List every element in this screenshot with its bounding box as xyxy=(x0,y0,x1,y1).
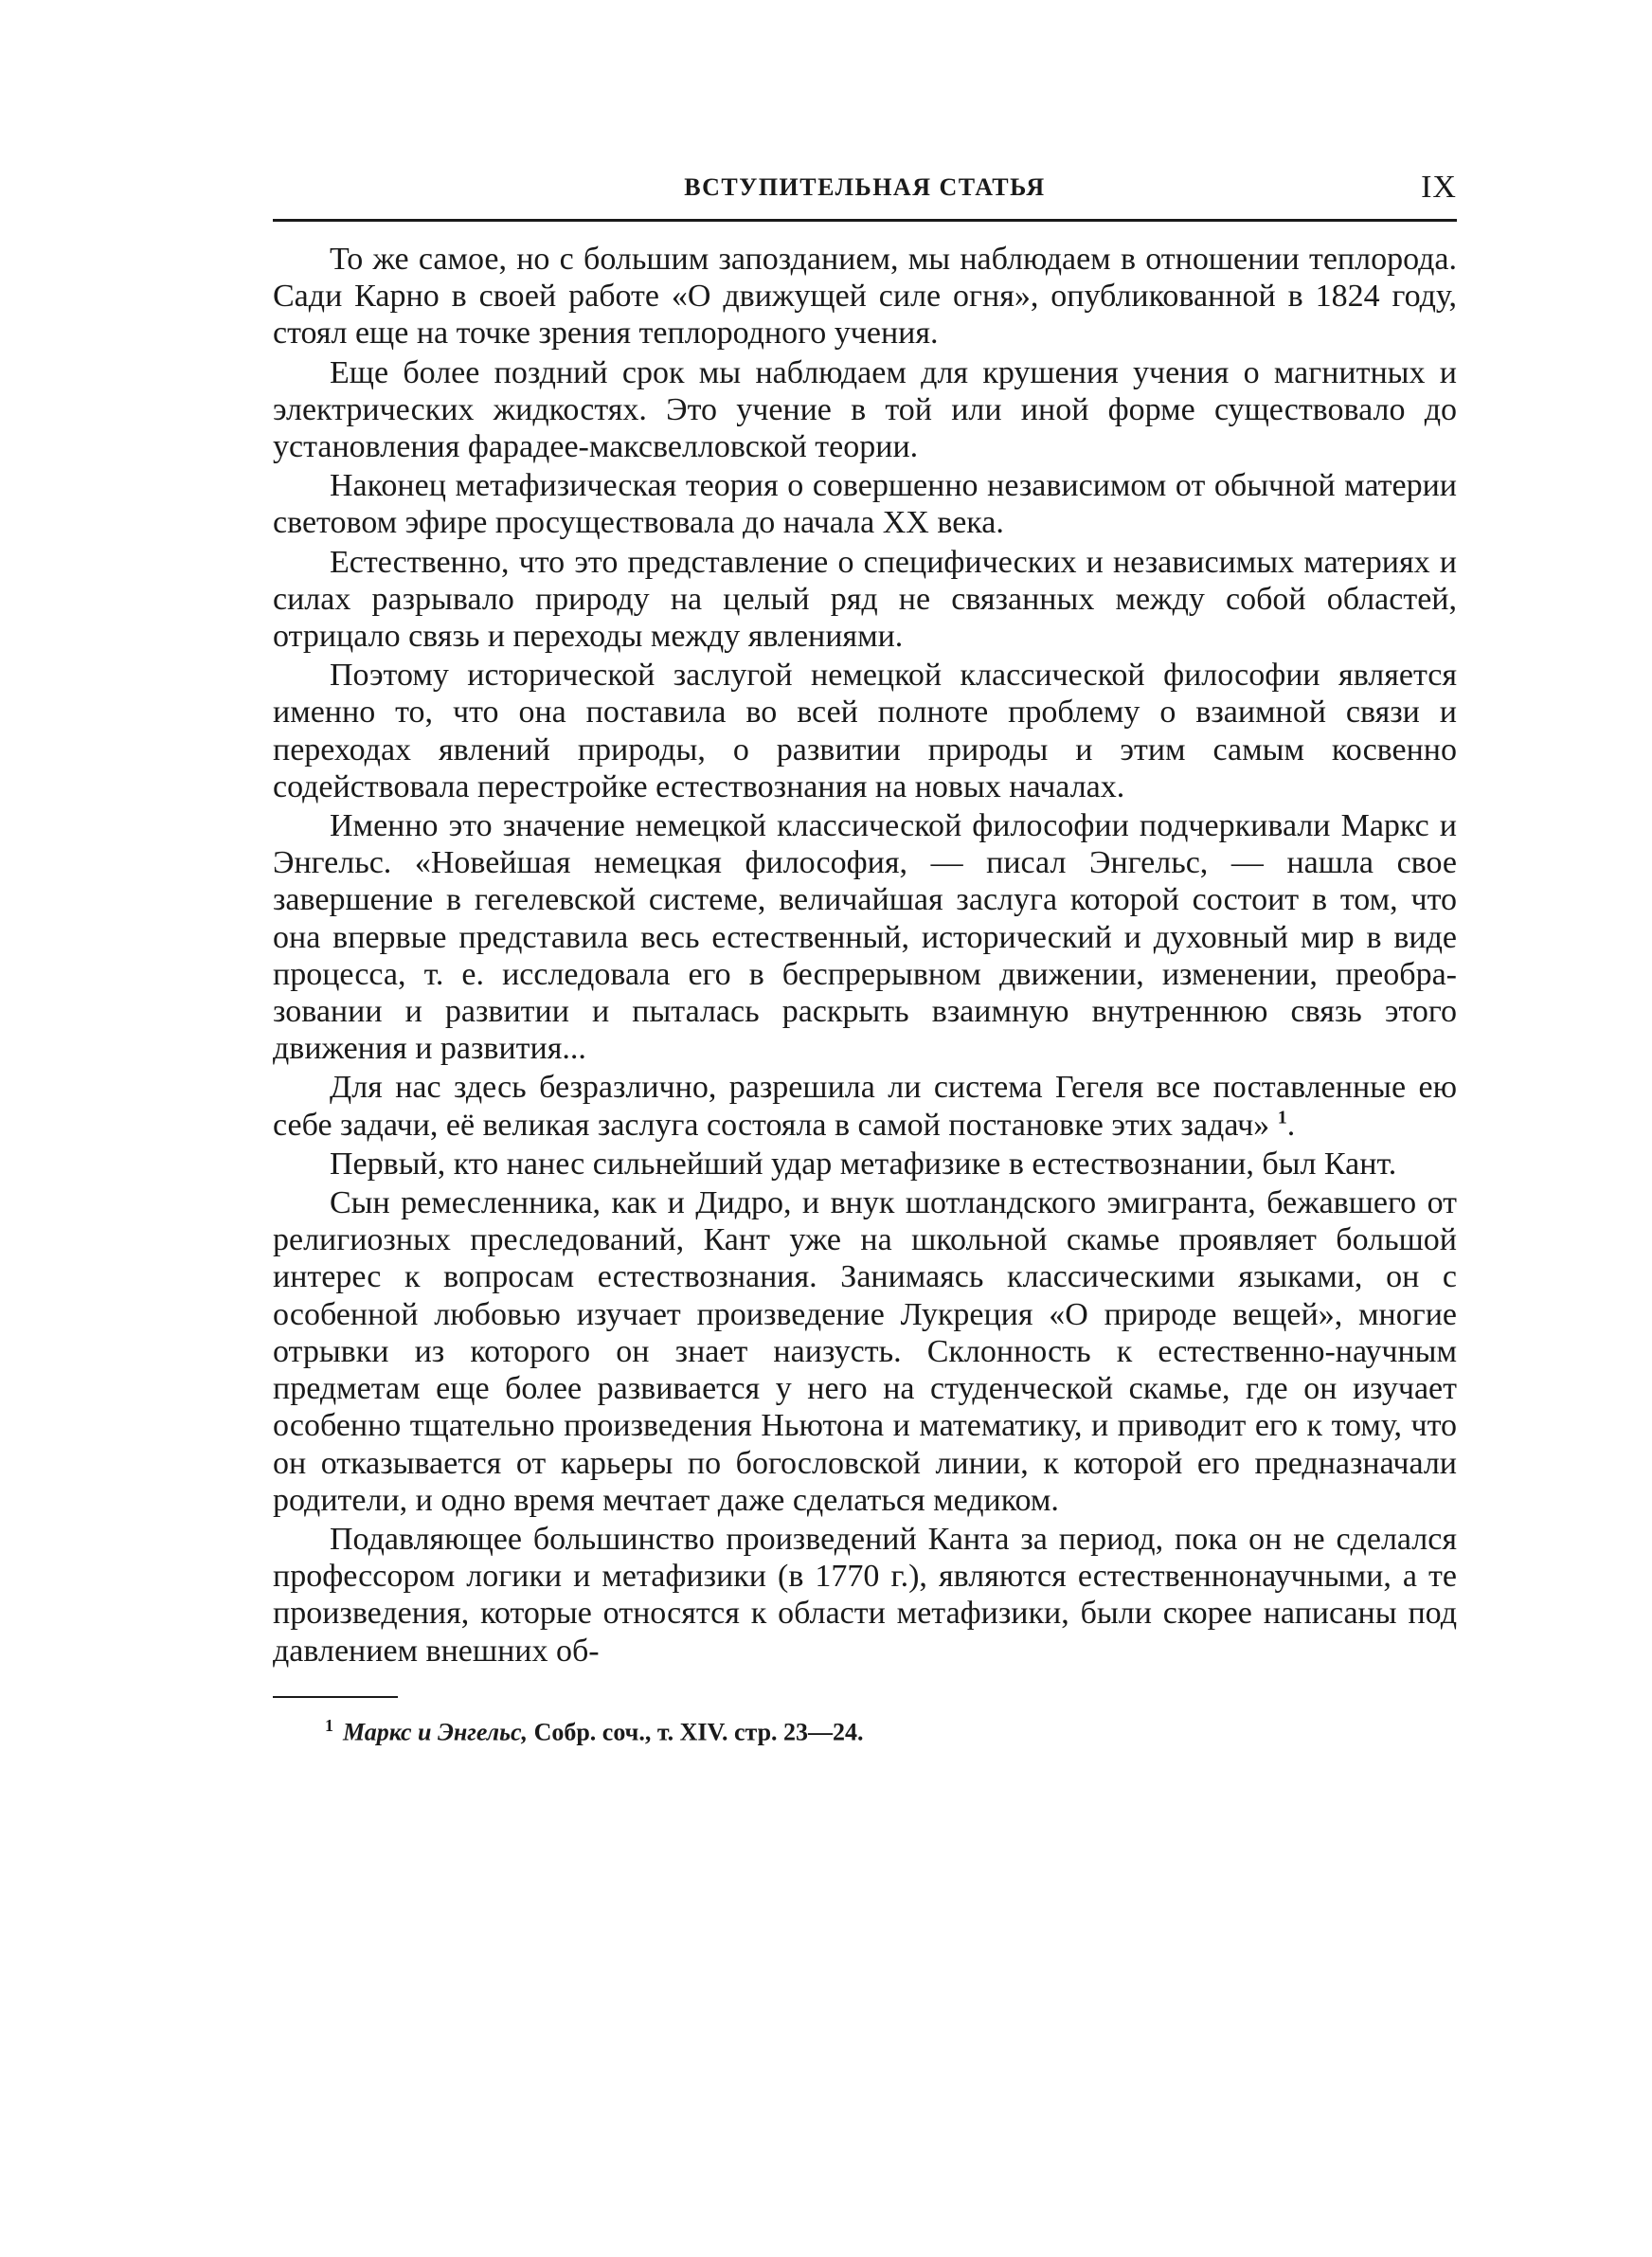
paragraph: Еще более поздний срок мы наблюдаем для крушения учения о магнитных и электрических жидкостях. Это учение в той или иной форме существовало до установления фарадее-максвелловской теории. xyxy=(273,354,1457,465)
paragraph-text: Для нас здесь безразлично, разрешила ли система Гегеля все поставленные ею себе задачи, её великая заслуга состояла в самой постановке этих задач» xyxy=(273,1070,1457,1143)
paragraph-with-footnote-ref: Для нас здесь безразлично, разрешила ли система Гегеля все поставленные ею себе задачи, её великая заслуга состояла в самой постановке этих задач» $^1$. xyxy=(273,1070,1457,1143)
paragraph: Подавляющее большинство произведений Канта за период, пока он не сделался профессором логики и метафизики (в 1770 г.), являются естественнонаучными, а те произведения, которые относятся к области метафизики, были скорее написаны под давлением внешних об- xyxy=(273,1521,1457,1669)
running-title: ВСТУПИТЕЛЬНАЯ СТАТЬЯ xyxy=(684,173,1046,201)
footnote-text: Собр. соч., т. XIV. стр. 23—24. xyxy=(533,1718,864,1746)
footnote xyxy=(325,1709,1457,1749)
body-text xyxy=(273,241,1457,1670)
paragraph: Поэтому исторической заслугой немецкой классической философии является именно то, что она поставила во всей полноте проблему о взаимной связи и переходах явлений природы, о развитии природы и этим самым косвенно содействовала перестройке естествознания на новых началах. xyxy=(273,658,1457,804)
footnote-authors: Маркс и Энгельс, xyxy=(343,1718,529,1746)
paragraph: Именно это значение немецкой классической философии подчеркивали Маркс и Энгельс. «Новейшая немецкая философия, — писал Энгельс, — нашла свое завершение в гегелевской системе, величайшая заслуга которой состоит в том, что она впервые представила весь естественный, исторический и духовный мир в виде процесса, т. е. исследовала его в беспрерывном движении, изменении, преобразовании и развитии и пыталась раскрыть взаимную внутреннюю связь этого движения и развития... xyxy=(273,808,1457,1067)
page-number: IX xyxy=(1421,170,1457,205)
footnote-reference[interactable]: 1 xyxy=(1277,1107,1287,1128)
paragraph: Наконец метафизическая теория о совершенно независимом от обычной материи световом эфире просуществовала до начала XX века. xyxy=(273,468,1457,541)
running-header xyxy=(273,166,1457,222)
footnote-marker: 1 xyxy=(325,1715,333,1735)
document-page xyxy=(273,166,1457,2156)
paragraph: Естественно, что это представление о специфических и независимых материях и силах разрывало природу на целый ряд не связанных между собой областей, отрицало связь и переходы между явлениями. xyxy=(273,544,1457,655)
paragraph: То же самое, но с большим запозданием, мы наблюдаем в отношении теплорода. Сади Карно в своей работе «О движущей силе огня», опубликованной в 1824 году, стоял еще на точке зрения теплородного учения. xyxy=(273,242,1457,352)
footnote-divider xyxy=(273,1696,398,1698)
paragraph: Первый, кто нанес сильнейший удар метафизике в естествознании, был Кант. xyxy=(330,1146,1397,1182)
paragraph: Сын ремесленника, как и Дидро, и внук шотландского эмигранта, бежавшего от религиозных преследований, Кант уже на школьной скамье проявляет большой интерес к вопросам естествознания. Занимаясь классическими языками, он с особенной любовью изучает произведение Лукреция «О природе вещей», многие отрывки из которого он знает наизусть. Склонность к естественно-научным предметам еще более развивается у него на студенческой скамье, где он изучает особенно тщательно произведения Ньютона и математику, и приводит его к тому, что он отказывается от карьеры по богословской линии, к которой его предназначали родители, и одно время мечтает даже сделаться медиком. xyxy=(273,1185,1457,1518)
